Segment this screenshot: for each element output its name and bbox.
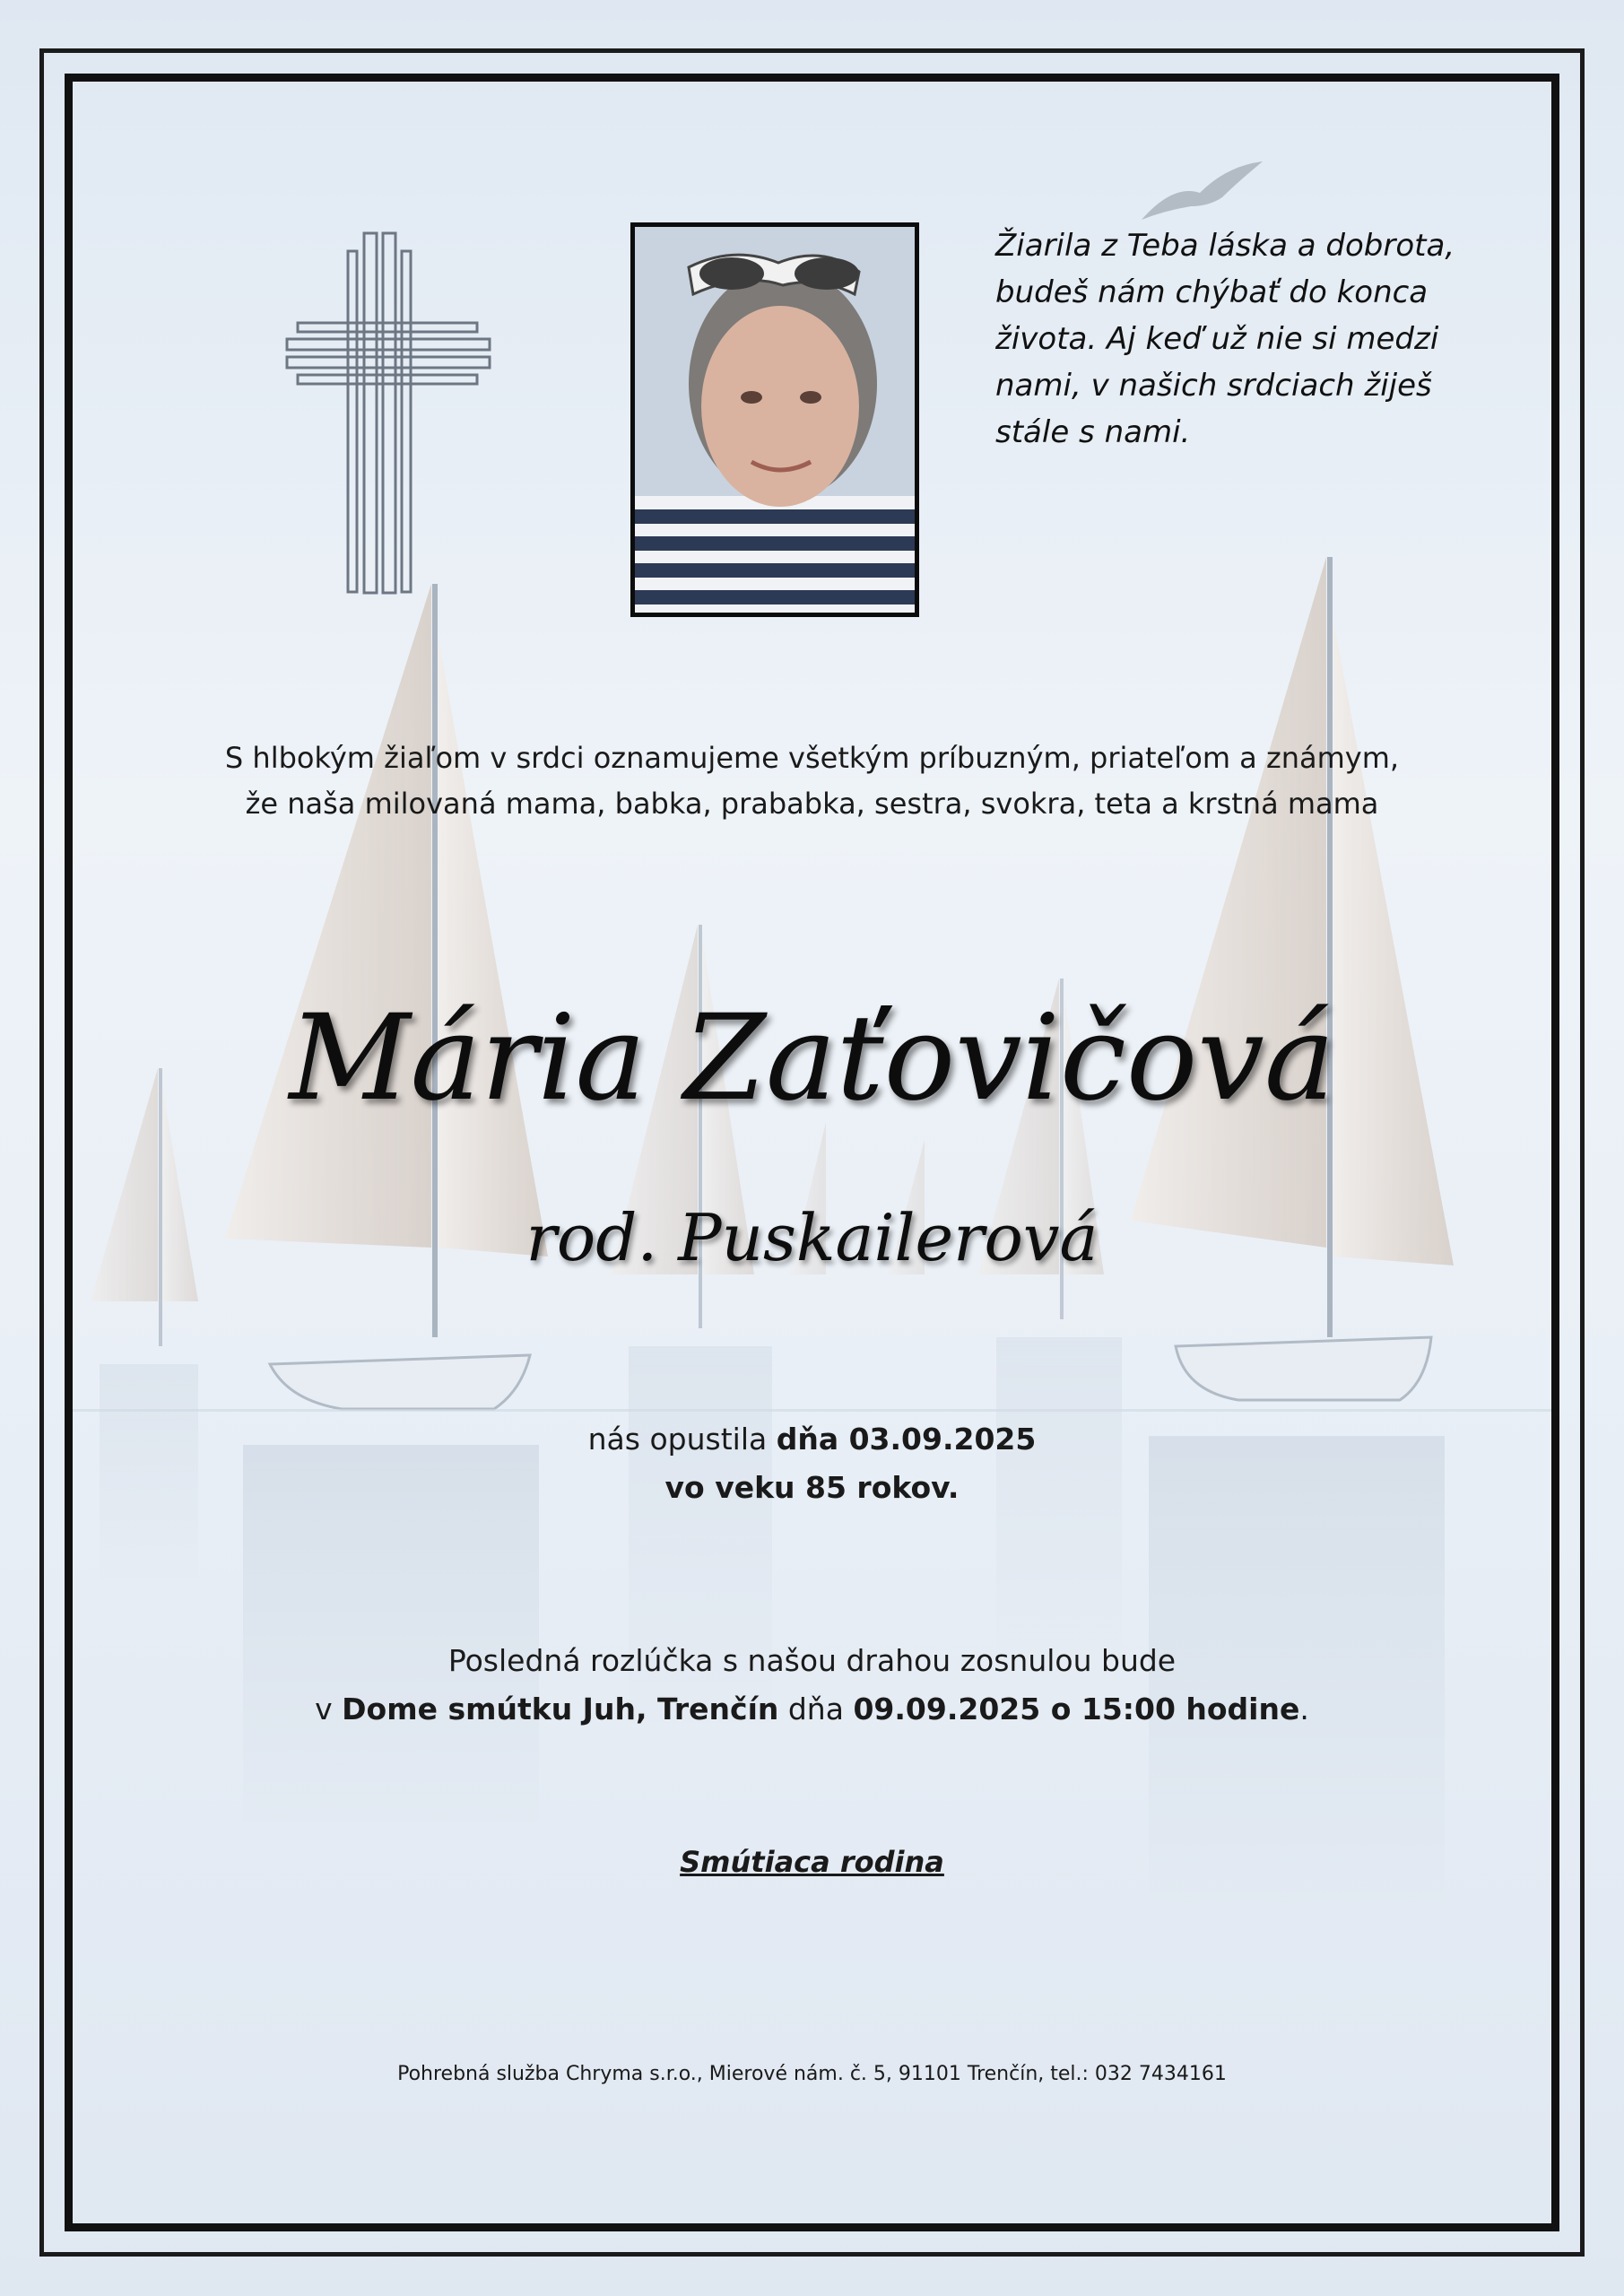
dove-icon — [1137, 157, 1267, 229]
maiden-name: rod. Puskailerová — [525, 1200, 1099, 1275]
poem-line: života. Aj keď už nie si medzi — [995, 321, 1439, 357]
poem-line: budeš nám chýbať do konca — [995, 274, 1429, 310]
announcement-line-2: že naša milovaná mama, babka, prababka, sestra, svokra, teta a krstná mama — [245, 787, 1379, 821]
poem-line: Žiarila z Teba láska a dobrota, — [995, 228, 1455, 264]
announcement-line-1: S hlbokým žiaľom v srdci oznamujeme všetkým príbuzným, priateľom a známym, — [224, 741, 1400, 775]
funeral-line-2 — [135, 1685, 1489, 1734]
deceased-photo — [630, 222, 919, 617]
funeral-datetime: 09.09.2025 o 15:00 hodine — [853, 1692, 1300, 1726]
death-date-line — [135, 1415, 1489, 1464]
funeral-info — [135, 1637, 1489, 1734]
funeral-place: Dome smútku Juh, Trenčín — [342, 1692, 779, 1726]
deceased-name: Mária Zaťovičová — [289, 989, 1335, 1127]
memorial-poem — [995, 222, 1462, 456]
funeral-suffix: . — [1299, 1692, 1309, 1726]
funeral-line-1: Posledná rozlúčka s našou drahou zosnulou bude — [447, 1643, 1177, 1678]
age-text: vo veku 85 rokov. — [664, 1470, 960, 1505]
death-date: dňa 03.09.2025 — [776, 1422, 1037, 1457]
death-age — [135, 1464, 1489, 1512]
death-info — [135, 1415, 1489, 1512]
poem-line: nami, v našich srdciach žiješ — [995, 368, 1432, 404]
funeral-mid: dňa — [778, 1692, 854, 1726]
cross-icon — [285, 231, 491, 595]
funeral-prefix: v — [315, 1692, 343, 1726]
funeral-service-footer: Pohrebná služba Chryma s.r.o., Mierové nám. č. 5, 91101 Trenčín, tel.: 032 7434161 — [397, 2063, 1227, 2085]
poem-line: stále s nami. — [995, 414, 1191, 450]
death-prefix: nás opustila — [587, 1422, 777, 1457]
announcement — [135, 735, 1489, 827]
family-signature: Smútiaca rodina — [680, 1845, 944, 1879]
